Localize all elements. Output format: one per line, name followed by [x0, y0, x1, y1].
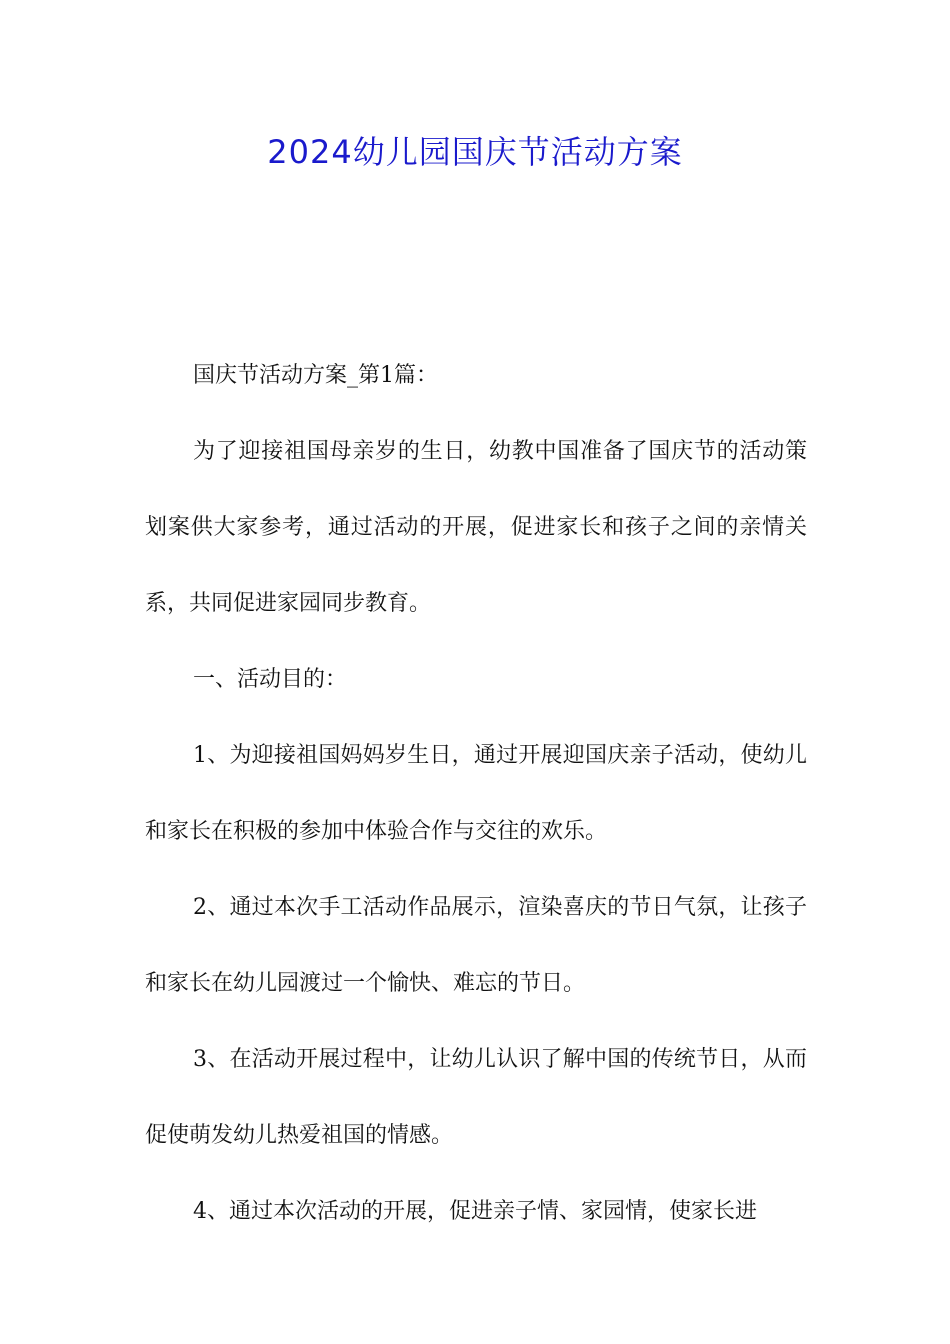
paragraph-intro: 为了迎接祖国母亲岁的生日，幼教中国准备了国庆节的活动策划案供大家参考，通过活动的开展，促进家长和孩子之间的亲情关系，共同促进家园同步教育。 — [145, 439, 807, 616]
document-title: 2024幼儿园国庆节活动方案 — [267, 133, 683, 171]
document-body — [145, 338, 807, 1250]
paragraph-goal-3: 3、在活动开展过程中，让幼儿认识了解中国的传统节日，从而促使萌发幼儿热爱祖国的情感。 — [145, 1047, 807, 1148]
paragraph-section-heading: 国庆节活动方案_第1篇： — [193, 363, 438, 388]
paragraph-goal-heading: 一、活动目的： — [193, 667, 348, 692]
paragraph-goal-4: 4、通过本次活动的开展，促进亲子情、家园情，使家长进 — [193, 1199, 757, 1224]
paragraph-goal-1: 1、为迎接祖国妈妈岁生日，通过开展迎国庆亲子活动，使幼儿和家长在积极的参加中体验合作与交往的欢乐。 — [145, 743, 807, 844]
paragraph-goal-2: 2、通过本次手工活动作品展示，渲染喜庆的节日气氛，让孩子和家长在幼儿园渡过一个愉快、难忘的节日。 — [145, 895, 807, 996]
